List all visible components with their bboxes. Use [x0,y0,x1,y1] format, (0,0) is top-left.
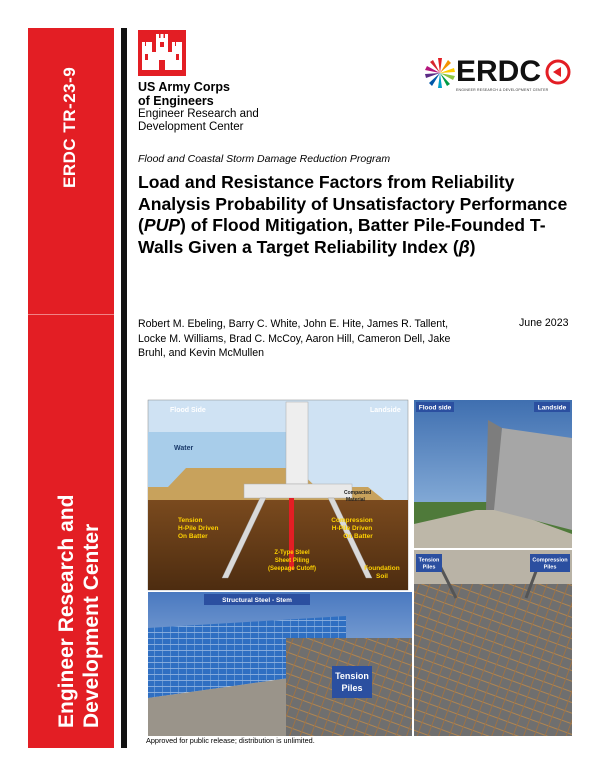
diagram-compacted-1: Compacted [344,490,372,496]
diagram-compression-1: Compression [331,517,373,524]
title-part2: ) of Flood Mitigation, Batter Pile-Founded T-Walls Given a Target Reliability Index ( [138,215,546,257]
stem-label: Structural Steel - Stem [222,597,292,604]
diagram-foundation-1: Foundation [364,565,400,572]
erdc-tagline: ENGINEER RESEARCH & DEVELOPMENT CENTER [456,88,549,92]
photo-tension-piles-2: Piles [422,564,436,571]
usace-sub-line2: Development Center [138,121,244,133]
stem-photo [148,592,412,736]
photo-flood-side-label: Flood side [418,404,452,412]
diagram-tension-2: H-Pile Driven [178,525,219,532]
erdc-wordmark: ERDC [456,55,542,88]
usace-name [138,80,230,108]
report-title [138,172,568,258]
diagram-sheet-1: Z-Type Steel [274,550,310,556]
distribution-statement: Approved for public release; distribution is unlimited. [146,736,315,745]
stem-tension-piles-1: Tension [335,671,369,681]
title-italic-pup: PUP [143,215,181,235]
diagram-compression-3: On Batter [343,533,373,540]
center-name-line2: Development Center [80,523,103,728]
title-italic-beta: β [458,236,470,257]
report-number: ERDC TR-23-9 [60,66,79,188]
t-wall-photo [414,400,572,548]
sidebar-center-name [54,468,104,728]
title-part3: ) [469,236,476,257]
cover-figure [146,398,574,738]
photo-compression-piles-2: Piles [543,564,557,571]
diagram-compression-2: H-Pile Driven [331,525,373,532]
diagram-landside: Landside [370,407,401,414]
photo-tension-piles-1: Tension [418,557,440,564]
center-name-line1: Engineer Research and [55,494,78,728]
usace-name-line2: of Engineers [138,94,214,108]
photo-landside-label: Landside [537,404,567,412]
diagram-sheet-2: Sheet Piling [274,558,310,564]
diagram-water: Water [174,445,194,452]
publication-date: June 2023 [519,317,569,329]
diagram-sheet-3: (Seepage Cutoff) [268,566,316,572]
usace-castle-logo [138,30,186,76]
t-wall-diagram [148,400,408,590]
usace-sub-line1: Engineer Research and [138,108,259,120]
photo-compression-piles-1: Compression [532,557,568,564]
usace-name-line1: US Army Corps [138,80,230,94]
program-name: Flood and Coastal Storm Damage Reduction Program [138,153,391,165]
author-list: Robert M. Ebeling, Barry C. White, John E. Hite, James R. Tallent, Locke M. Williams, Brad C. McCoy, Aaron Hill, Cameron Dell, Jake Bruhl, and Kevin McMullen [138,318,451,359]
stem-tension-piles-2: Piles [341,683,363,693]
red-bar-divider [28,314,114,315]
piles-photo [414,550,572,736]
title-part1: Load and Resistance Factors from Reliability Analysis Probability of Unsatisfactory Performance ( [138,172,568,235]
black-vertical-line [121,28,127,748]
usace-subunit [138,108,259,134]
diagram-tension-1: Tension [178,517,203,524]
diagram-flood-side: Flood Side [170,407,206,414]
diagram-tension-3: On Batter [178,533,208,540]
diagram-foundation-2: Soil [376,573,388,580]
diagram-compacted-2: Material [346,497,365,503]
